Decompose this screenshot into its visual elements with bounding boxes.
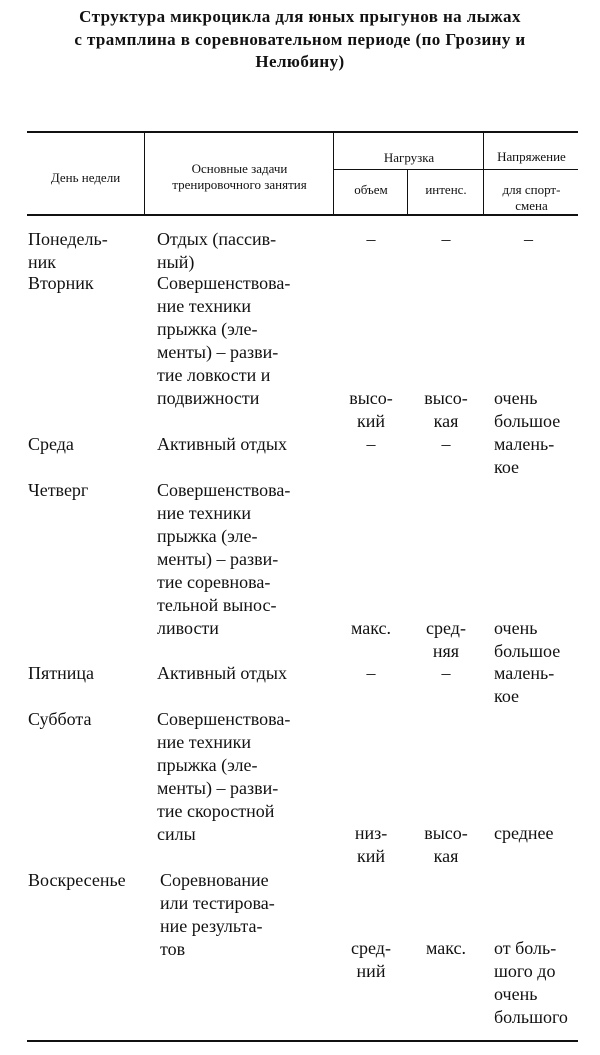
row-7-day: Воскресенье xyxy=(28,870,126,890)
title-line-1: Структура микроцикла для юных прыгунов на лыжах xyxy=(79,7,521,26)
header-strain-sub: для спорт- смена xyxy=(502,182,561,213)
row-3-day: Среда xyxy=(28,434,74,454)
row-6-day: Суббота xyxy=(28,709,92,729)
row-5-volume: – xyxy=(366,663,376,683)
row-3-volume: – xyxy=(366,434,376,454)
row-7-volume: сред- ний xyxy=(351,938,391,981)
header-strain: Напряжение xyxy=(497,149,566,164)
header-divider-4 xyxy=(483,133,484,214)
row-1-intensity: – xyxy=(441,229,451,249)
row-2-strain: очень большое xyxy=(494,388,561,431)
header-day: День недели xyxy=(50,170,121,185)
table-header-rule xyxy=(27,214,578,216)
row-3-task: Активный отдых xyxy=(157,434,288,454)
row-4-day: Четверг xyxy=(28,480,89,500)
header-subrule xyxy=(333,169,578,170)
header-divider-3 xyxy=(407,170,408,214)
row-6-strain: среднее xyxy=(494,823,554,843)
row-6-volume: низ- кий xyxy=(354,823,388,866)
title-line-2: с трамплина в соревновательном периоде (по Грозину и xyxy=(74,29,526,49)
row-5-day: Пятница xyxy=(28,663,95,683)
table-bottom-rule xyxy=(27,1040,578,1042)
row-1-day: Понедель- ник xyxy=(28,229,108,272)
header-load: Нагрузка xyxy=(383,150,435,165)
row-2-volume: высо- кий xyxy=(349,388,393,431)
header-divider-2 xyxy=(333,133,334,214)
row-4-task: Совершенствова- ние техники прыжка (эле- менты) – разви- тие соревнова- тельной вынос- ливости xyxy=(157,480,291,638)
table-top-rule xyxy=(27,131,578,133)
row-3-strain: малень- кое xyxy=(494,434,555,477)
row-1-strain: – xyxy=(524,229,533,249)
row-5-intensity: – xyxy=(441,663,451,683)
row-3-intensity: – xyxy=(441,434,451,454)
header-tasks: Основные задачи тренировочного занятия xyxy=(172,161,307,192)
header-intensity: интенс. xyxy=(425,182,467,197)
header-volume: объем xyxy=(354,182,388,197)
row-7-task: Соревнование или тестирова- ние результа- тов xyxy=(160,870,275,959)
row-2-task: Совершенствова- ние техники прыжка (эле- менты) – разви- тие ловкости и подвижности xyxy=(157,273,291,408)
row-1-task: Отдых (пассив- ный) xyxy=(157,229,277,272)
table-title xyxy=(0,6,600,74)
row-4-intensity: сред- няя xyxy=(426,618,466,661)
row-1-volume: – xyxy=(366,229,376,249)
header-divider-1 xyxy=(144,133,145,214)
row-6-task: Совершенствова- ние техники прыжка (эле- менты) – разви- тие скоростной силы xyxy=(157,709,291,844)
row-6-intensity: высо- кая xyxy=(424,823,468,866)
row-7-strain: от боль- шого до очень большого xyxy=(494,938,568,1027)
row-2-day: Вторник xyxy=(28,273,94,293)
row-2-intensity: высо- кая xyxy=(424,388,468,431)
row-4-strain: очень большое xyxy=(494,618,561,661)
row-4-volume: макс. xyxy=(350,618,392,638)
row-5-task: Активный отдых xyxy=(157,663,288,683)
row-5-strain: малень- кое xyxy=(494,663,555,706)
title-line-3: Нелюбину) xyxy=(255,52,345,71)
row-7-intensity: макс. xyxy=(425,938,467,958)
